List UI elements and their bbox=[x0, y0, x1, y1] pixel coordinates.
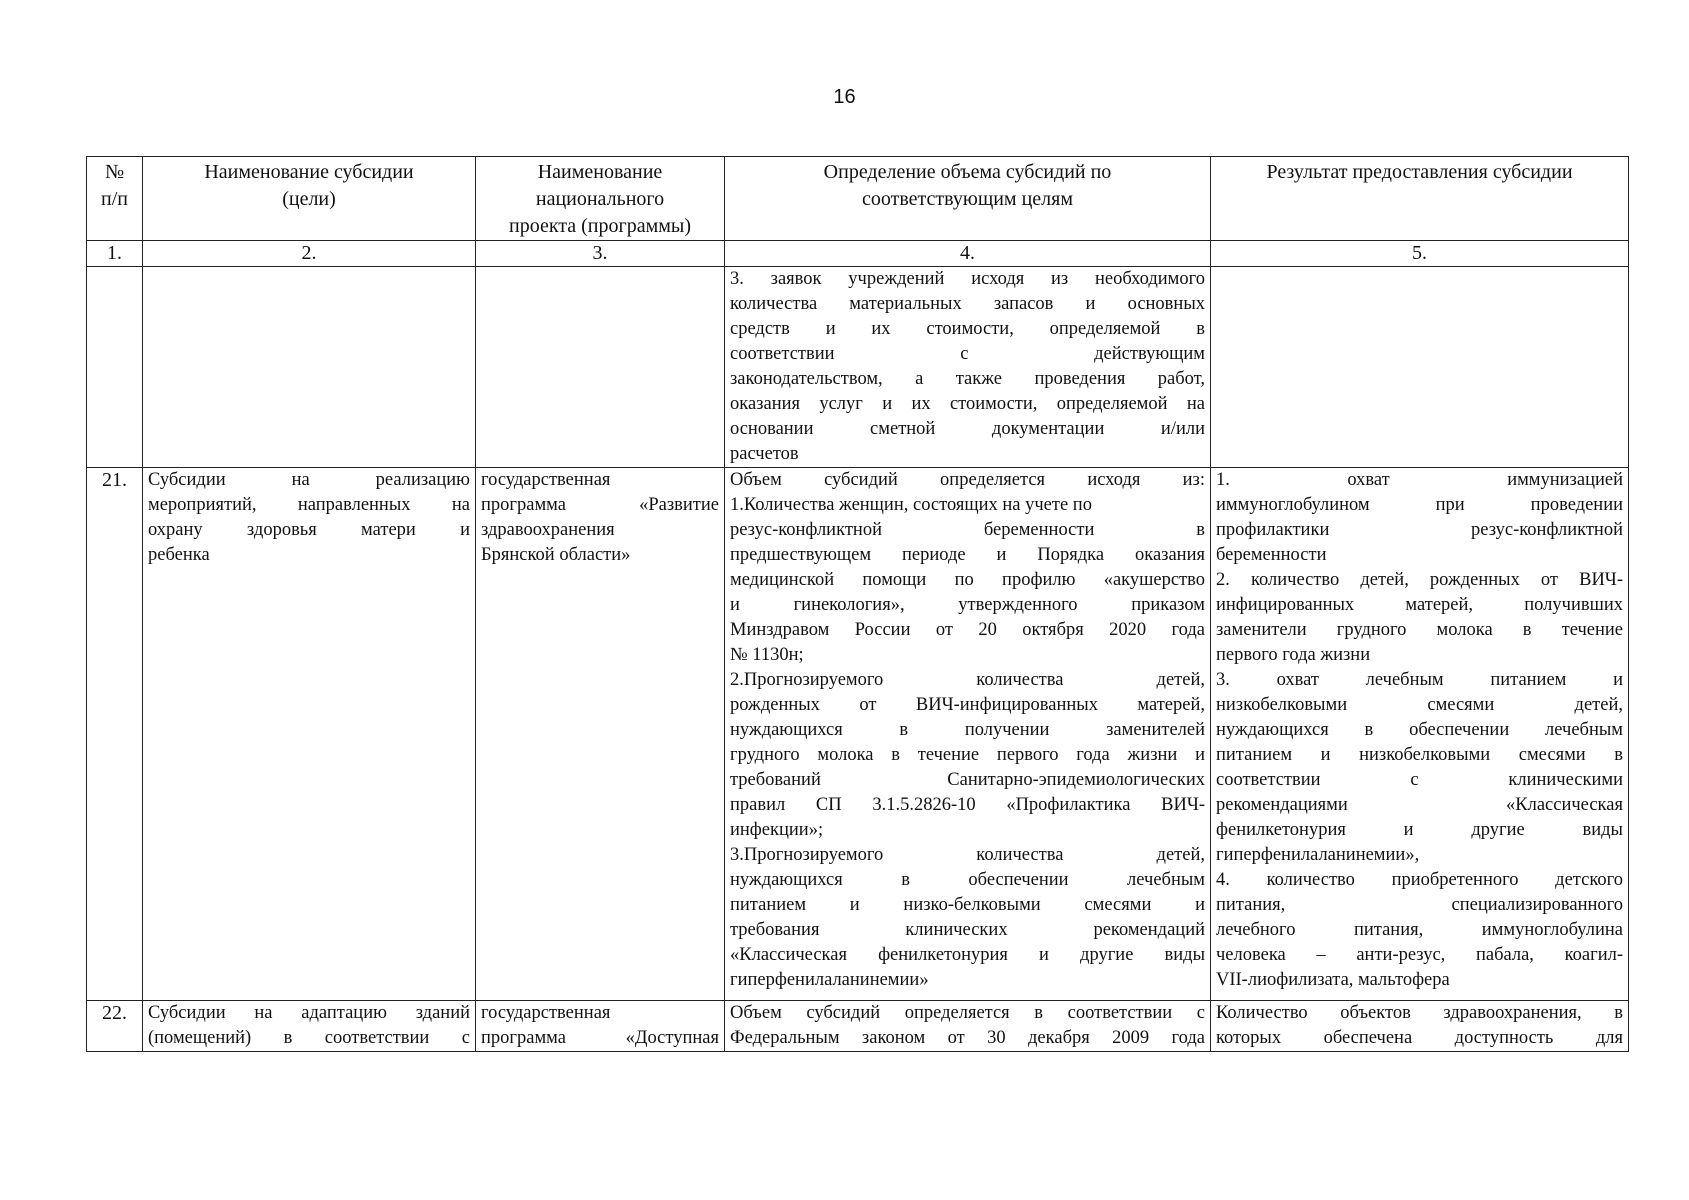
column-number: 3. bbox=[476, 241, 725, 267]
text-line: (помещений) в соответствии с bbox=[148, 1028, 470, 1048]
column-numbers-row bbox=[87, 241, 1629, 267]
table-row bbox=[87, 267, 1629, 468]
text-line: питанием и низко-белковыми смесями и bbox=[730, 895, 1205, 915]
text-line: первого года жизни bbox=[1216, 645, 1371, 665]
cell-clip bbox=[730, 1001, 1205, 1051]
text-line: гиперфенилаланинемии», bbox=[1216, 845, 1420, 865]
text-line: 3. заявок учреждений исходя из необходимого bbox=[730, 269, 1205, 289]
table-row bbox=[87, 1001, 1629, 1052]
text-line: нуждающихся в обеспечении лечебным bbox=[730, 870, 1205, 890]
header-text: Определение объема субсидий по bbox=[823, 161, 1112, 183]
header-number bbox=[87, 157, 143, 241]
row-subsidy-name bbox=[143, 468, 476, 1001]
text-line: рожденных от ВИЧ-инфицированных матерей, bbox=[730, 695, 1205, 715]
text-line: лечебного питания, иммуноглобулина bbox=[1216, 920, 1623, 940]
text-line: здравоохранения bbox=[481, 520, 615, 540]
text-line: государственная bbox=[481, 470, 611, 490]
text-line: соответствии с клиническими bbox=[1216, 770, 1623, 790]
text-line: профилактики резус-конфликтной bbox=[1216, 520, 1623, 540]
text-line: средств и их стоимости, определяемой в bbox=[730, 319, 1205, 339]
header-project-name bbox=[476, 157, 725, 241]
header-text: соответствующим целям bbox=[861, 188, 1074, 210]
row-definition bbox=[725, 267, 1211, 468]
text-line: требований Санитарно-эпидемиологических bbox=[730, 770, 1205, 790]
text-line: гиперфенилаланинемии» bbox=[730, 970, 929, 990]
header-text: Наименование субсидии bbox=[204, 161, 414, 183]
text-line: человека – анти-резус, пабала, коагил- bbox=[1216, 945, 1623, 965]
table-row bbox=[87, 468, 1629, 1001]
text-line: питания, специализированного bbox=[1216, 895, 1623, 915]
text-line: программа «Доступная bbox=[481, 1028, 719, 1048]
text-line: мероприятий, направленных на bbox=[148, 495, 470, 515]
text-line: нуждающихся в получении заменителей bbox=[730, 720, 1205, 740]
text-line: расчетов bbox=[730, 444, 799, 464]
text-line: рекомендациями «Классическая bbox=[1216, 795, 1623, 815]
text-line: государственная bbox=[481, 1003, 611, 1023]
text-line: Субсидии на адаптацию зданий bbox=[148, 1003, 470, 1023]
text-line: 3.Прогнозируемого количества детей, bbox=[730, 845, 1205, 865]
header-result bbox=[1211, 157, 1629, 241]
text-line: инфицированных матерей, получивших bbox=[1216, 595, 1623, 615]
row-result bbox=[1211, 1001, 1629, 1052]
row-program bbox=[476, 468, 725, 1001]
text-line: Субсидии на реализацию bbox=[148, 470, 470, 490]
row-number: 21. bbox=[87, 468, 143, 1001]
text-line: количества материальных запасов и основных bbox=[730, 294, 1205, 314]
text-line: правил СП 3.1.5.2826-10 «Профилактика ВИЧ- bbox=[730, 795, 1205, 815]
header-text: национального bbox=[535, 188, 665, 210]
row-definition bbox=[725, 468, 1211, 1001]
subsidies-table bbox=[86, 156, 1629, 1052]
text-line: предшествующем периоде и Порядка оказания bbox=[730, 545, 1205, 565]
text-line: и гинекология», утвержденного приказом bbox=[730, 595, 1205, 615]
page-number: 16 bbox=[833, 86, 856, 108]
text-line: оказания услуг и их стоимости, определяемой на bbox=[730, 394, 1205, 414]
text-line: Минздравом России от 20 октября 2020 года bbox=[730, 620, 1205, 640]
text-line: 1. охват иммунизацией bbox=[1216, 470, 1623, 490]
text-line: 2.Прогнозируемого количества детей, bbox=[730, 670, 1205, 690]
text-line: соответствии с действующим bbox=[730, 344, 1205, 364]
text-line: резус-конфликтной беременности в bbox=[730, 520, 1205, 540]
text-line: Брянской области» bbox=[481, 545, 631, 565]
text-line: инфекции»; bbox=[730, 820, 824, 840]
column-number: 5. bbox=[1211, 241, 1629, 267]
row-program bbox=[476, 267, 725, 468]
text-line: 3. охват лечебным питанием и bbox=[1216, 670, 1623, 690]
text-line: 4. количество приобретенного детского bbox=[1216, 870, 1623, 890]
text-line: Объем субсидий определяется исходя из: bbox=[730, 470, 1205, 490]
text-line: программа «Развитие bbox=[481, 495, 719, 515]
row-result bbox=[1211, 267, 1629, 468]
column-number: 1. bbox=[87, 241, 143, 267]
text-line: 1.Количества женщин, состоящих на учете по bbox=[730, 495, 1092, 515]
header-text: Результат предоставления субсидии bbox=[1266, 161, 1573, 183]
text-line: Федеральным законом от 30 декабря 2009 года bbox=[730, 1028, 1205, 1048]
text-line: законодательством, а также проведения работ, bbox=[730, 369, 1205, 389]
text-line: грудного молока в течение первого года жизни и bbox=[730, 745, 1205, 765]
text-line: медицинской помощи по профилю «акушерство bbox=[730, 570, 1205, 590]
text-line: требования клинических рекомендаций bbox=[730, 920, 1205, 940]
table-header-row bbox=[87, 157, 1629, 241]
row-number bbox=[87, 267, 143, 468]
cell-clip bbox=[1216, 1001, 1623, 1051]
text-line: Объем субсидий определяется в соответствии с bbox=[730, 1003, 1205, 1023]
text-line: нуждающихся в обеспечении лечебным bbox=[1216, 720, 1623, 740]
text-line: ребенка bbox=[148, 545, 210, 565]
header-volume-definition bbox=[725, 157, 1211, 241]
text-line: беременности bbox=[1216, 545, 1327, 565]
cell-clip bbox=[148, 1001, 470, 1051]
row-program bbox=[476, 1001, 725, 1052]
text-line: охрану здоровья матери и bbox=[148, 520, 470, 540]
header-text: № bbox=[104, 161, 125, 183]
text-line: 2. количество детей, рожденных от ВИЧ- bbox=[1216, 570, 1623, 590]
text-line: питанием и низкобелковыми смесями в bbox=[1216, 745, 1623, 765]
column-number: 2. bbox=[143, 241, 476, 267]
header-subsidy-name bbox=[143, 157, 476, 241]
text-line: VII-лиофилизата, мальтофера bbox=[1216, 970, 1450, 990]
row-number: 22. bbox=[87, 1001, 143, 1052]
cell-clip bbox=[481, 1001, 719, 1051]
header-text: п/п bbox=[101, 188, 128, 210]
text-line: фенилкетонурия и другие виды bbox=[1216, 820, 1623, 840]
header-text: (цели) bbox=[282, 188, 336, 210]
column-number: 4. bbox=[725, 241, 1211, 267]
header-text: Наименование bbox=[537, 161, 663, 183]
text-line: «Классическая фенилкетонурия и другие виды bbox=[730, 945, 1205, 965]
row-subsidy-name bbox=[143, 1001, 476, 1052]
text-line: заменители грудного молока в течение bbox=[1216, 620, 1623, 640]
row-result bbox=[1211, 468, 1629, 1001]
text-line: которых обеспечена доступность для bbox=[1216, 1028, 1623, 1048]
row-definition bbox=[725, 1001, 1211, 1052]
row-subsidy-name bbox=[143, 267, 476, 468]
text-line: иммуноглобулином при проведении bbox=[1216, 495, 1623, 515]
text-line: Количество объектов здравоохранения, в bbox=[1216, 1003, 1623, 1023]
text-line: основании сметной документации и/или bbox=[730, 419, 1205, 439]
header-text: проекта (программы) bbox=[509, 215, 691, 237]
text-line: № 1130н; bbox=[730, 645, 804, 665]
text-line: низкобелковыми смесями детей, bbox=[1216, 695, 1623, 715]
